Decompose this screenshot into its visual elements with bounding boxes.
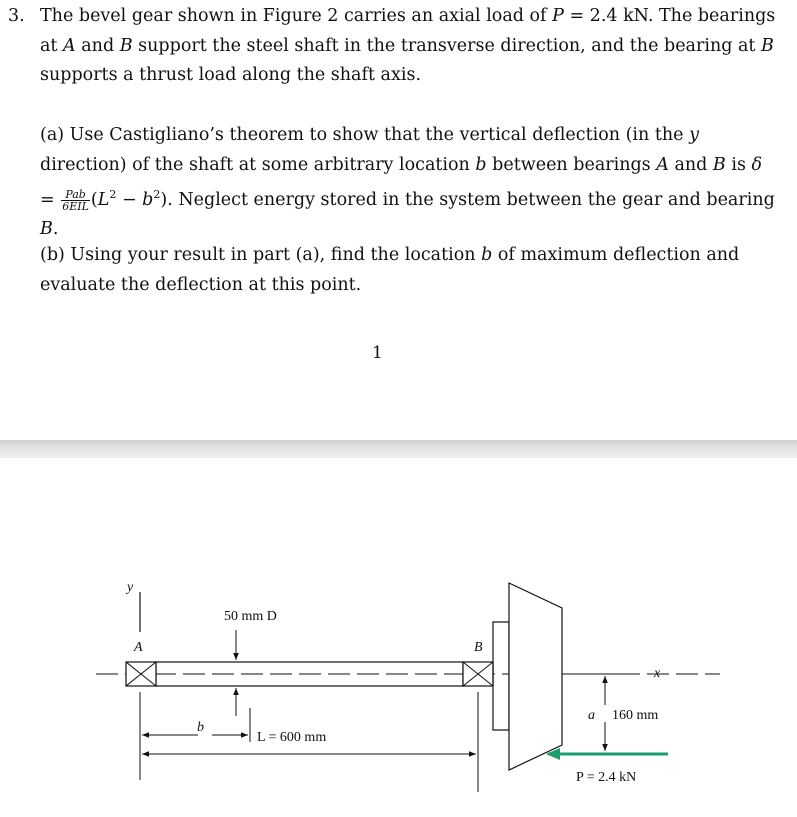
y-axis-label: y <box>127 580 134 595</box>
x-axis-label: x <box>654 666 661 681</box>
part-a-text-2: direction) of the shaft at some arbitrary location <box>40 154 476 175</box>
symbol-b: b <box>475 154 487 175</box>
page-number: 1 <box>372 343 383 363</box>
fraction-denominator: 6EIL <box>62 199 89 213</box>
part-a-text-4: is <box>725 154 752 175</box>
part-b-text-1: (b) Using your result in part (a), find the location <box>40 245 482 265</box>
label-B: B <box>474 640 483 655</box>
load-label: P = 2.4 kN <box>576 770 637 785</box>
a-value: 160 mm <box>612 708 659 723</box>
bearing-A <box>126 662 156 686</box>
symbol-B-3: B <box>40 219 53 240</box>
shaft-diagram <box>0 458 797 817</box>
symbol-A: A <box>63 35 76 56</box>
symbol-B: B <box>119 35 133 56</box>
symbol-A: A <box>656 154 669 175</box>
period: . <box>52 219 59 240</box>
part-a-text-5: Neglect energy stored in the system between the gear and bearing <box>172 189 775 210</box>
symbol-b: b <box>481 245 493 265</box>
minus-sign: − <box>116 189 143 210</box>
bevel-gear <box>509 583 562 770</box>
intro-text-2: support the steel shaft in the transverse direction, and the bearing at <box>132 35 762 56</box>
problem-number: 3. <box>8 6 25 26</box>
b-label: b <box>197 720 204 735</box>
shaft-diameter-label: 50 mm D <box>224 609 277 624</box>
paren-open: ( <box>90 189 98 210</box>
exponent-2b: 2 <box>153 188 161 201</box>
problem-statement <box>8 2 780 91</box>
symbol-B-2: B <box>761 35 774 56</box>
symbol-y: y <box>689 125 699 145</box>
intro-load-value: = 2.4 kN. The bearings at <box>40 6 776 56</box>
label-A: A <box>134 640 143 655</box>
intro-text-3: supports a thrust load along the shaft axis. <box>40 65 422 85</box>
figure-2 <box>0 458 797 817</box>
bearing-B <box>463 662 493 686</box>
symbol-P: P <box>552 6 564 26</box>
page-divider <box>0 440 797 458</box>
equals: = <box>40 189 61 210</box>
fraction-numerator: Pab <box>61 189 90 201</box>
symbol-B: B <box>712 154 726 175</box>
span-label: L = 600 mm <box>257 730 327 745</box>
intro-text-1: The bevel gear shown in Figure 2 carries an axial load of <box>40 6 553 26</box>
gear-hub <box>493 622 509 730</box>
intro-and: and <box>75 35 120 56</box>
exponent-2: 2 <box>109 188 117 201</box>
symbol-delta: δ <box>751 154 763 175</box>
part-a-and: and <box>668 154 713 175</box>
fraction <box>61 189 90 212</box>
symbol-L: L <box>97 189 110 210</box>
a-symbol: a <box>588 708 595 723</box>
part-a <box>40 121 780 245</box>
part-a-text-1: (a) Use Castigliano’s theorem to show that the vertical deflection (in the <box>40 125 690 145</box>
part-b-text-2: of maximum deflection and evaluate the deflection at this point. <box>40 245 740 295</box>
part-b <box>40 241 780 300</box>
part-a-text-3: between bearings <box>486 154 657 175</box>
paren-close: ). <box>160 189 173 210</box>
symbol-b-2: b <box>142 189 154 210</box>
